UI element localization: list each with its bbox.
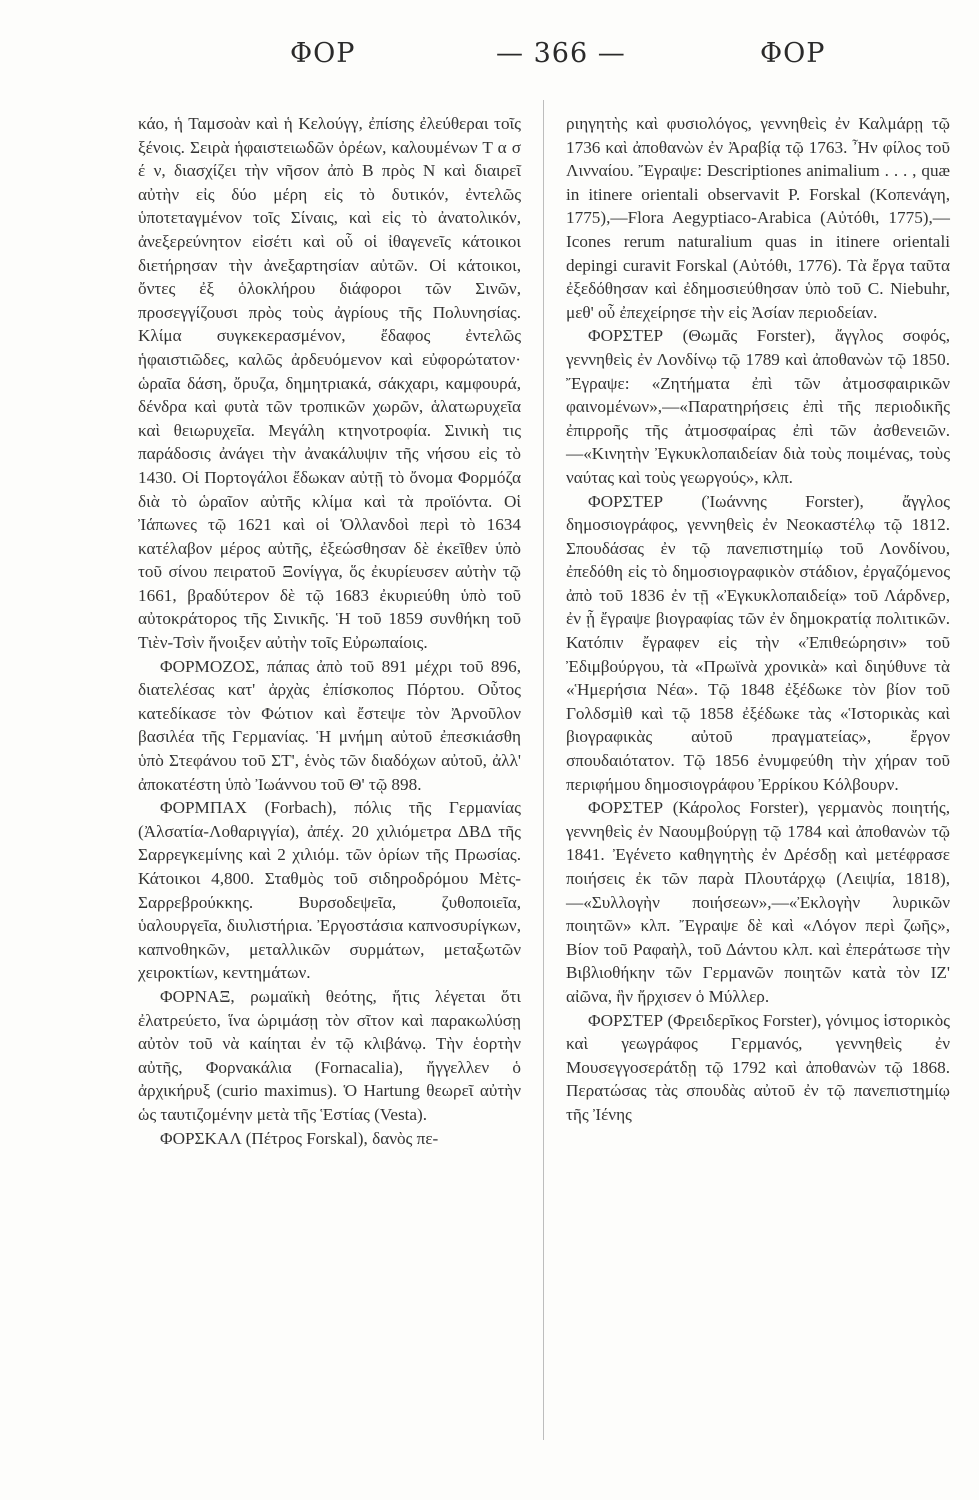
entry-forster-john: ΦΟΡΣΤΕΡ (Ἰωάννης Forster), ἄγγλος δημοσιογράφος, γεννηθεὶς ἐν Νεοκαστέλῳ τῷ 1812. Σπουδάσας ἐν τῷ πανεπιστημίῳ τοῦ Λονδίνου, ἐπεδόθη εἰς τὸ δημοσιογραφικὸν στάδιον, ἐργαζόμενος ἀπὸ τοῦ 1836 ἐν τῇ «Ἐγκυκλοπαιδείᾳ» τοῦ Λάρδνερ, ἐν ᾗ ἔγραψε βιογραφίας τῶν ἐν δημοκρατίᾳ πολιτικῶν. Κατόπιν ἔγραφεν εἰς τὴν «Ἐπιθεώρησιν» τοῦ Ἐδιμβούργου, τὰ «Πρωϊνὰ χρονικὰ» καὶ διηύθυνε τὰ «Ἡμερήσια Νέα». Τῷ 1848 ἐξέδωκε τὸν βίον τοῦ Γολδσμὶθ καὶ τῷ 1858 ἐξέδωκε τὰς «Ἱστορικὰς καὶ βιογραφικὰς αὐτοῦ πραγματείας», ἔργον σπουδαιότατον. Τῷ 1856 ἐνυμφεύθη τὴν χήραν τοῦ περιφήμου δημοσιογράφου Ἐρρίκου Κόλβουρν. bbox=[566, 491, 950, 794]
entry-formosus: ΦΟΡΜΟΖΟΣ, πάπας ἀπὸ τοῦ 891 μέχρι τοῦ 896, διατελέσας κατ' ἀρχὰς ἐπίσκοπος Πόρτου. Οὗτος κατεδίκασε τὸν Φώτιον καὶ ἔστεψε τὸν Ἀρνοῦλον βασιλέα τῆς Γερμανίας. Ἡ μνήμη αὐτοῦ ἐπεσκιάσθη ὑπὸ Στεφάνου τοῦ ΣΤ', ἑνὸς τῶν διαδόχων αὐτοῦ, ἀλλ' ἀποκατέστη ὑπὸ Ἰωάννου τοῦ Θ' τῷ 898. bbox=[138, 656, 521, 794]
header-right-guide-word: ΦΟΡ bbox=[760, 38, 826, 69]
header-left-guide-word: ΦΟΡ bbox=[290, 38, 356, 69]
page-number: — 366 — bbox=[496, 38, 626, 69]
entry-forskal-continuation: ριηγητὴς καὶ φυσιολόγος, γεννηθεὶς ἐν Καλμάρῃ τῷ 1736 καὶ ἀποθανὼν ἐν Ἀραβίᾳ τῷ 1763. Ἦν φίλος τοῦ Λινναίου. Ἔγραψε: Descriptiones animalium . . . , quæ in itinere orientali observavit P. Forskal (Κοπενάγη, 1775),—Flora Aegyptiaco-Arabica (Αὐτόθι, 1775),—Icones rerum naturalium quas in itinere orientali depingi curavit Forskal (Αὐτόθι, 1776). Τὰ ἔργα ταῦτα ἐξεδόθησαν καὶ ἐδημοσιεύθησαν ὑπὸ τοῦ C. Niebuhr, μεθ' οὗ ἐπεχείρησε τὴν εἰς Ἀσίαν περιοδείαν. bbox=[566, 114, 950, 322]
entry-forster-friedrich: ΦΟΡΣΤΕΡ (Φρειδερῖκος Forster), γόνιμος ἱστορικὸς καὶ γεωγράφος Γερμανός, γεννηθεὶς ἐν Μουσεγγοσεράτδῃ τῷ 1792 καὶ ἀποθανὼν τῷ 1868. Περατώσας τὰς σπουδὰς αὐτοῦ ἐν τῷ πανεπιστημίῳ τῆς Ἰένης bbox=[566, 1010, 950, 1124]
column-divider bbox=[543, 100, 544, 1440]
running-header bbox=[0, 38, 979, 78]
entry-formosa-continuation: κάο, ἡ Ταμσοὰν καὶ ἡ Κελούγγ, ἐπίσης ἐλεύθεραι τοῖς ξένοις. Σειρὰ ἡφαιστειωδῶν ὀρέων, καλουμένων Τ α σ έ ν, διασχίζει τὴν νῆσον ἀπὸ Β πρὸς Ν καὶ διαιρεῖ αὐτὴν εἰς δύο μέρη εἰς τὸ δυτικόν, ἐντελῶς ὑποτεταγμένον τοῖς Σίναις, καὶ εἰς τὸ ἀνατολικόν, ἀνεξερεύνητον εἰσέτι καὶ οὗ οἱ ἰθαγενεῖς κάτοικοι διετήρησαν τὴν ἀνεξαρτησίαν αὐτῶν. Οἱ κάτοικοι, ὄντες ἐξ ὁλοκλήρου διάφοροι τῶν Σινῶν, προσεγγίζουσι πρὸς τοὺς ἀγρίους τῆς Πολυνησίας. Κλίμα συγκεκερασμένον, ἔδαφος ἐντελῶς ἡφαιστιῶδες, καλῶς ἀρδευόμενον καὶ εὐφορώτατον· ὡραῖα δάση, ὄρυζα, δημητριακά, σάκχαρι, καμφουρά, δένδρα καὶ φυτὰ τῶν τροπικῶν χωρῶν, ἁλατωρυχεῖα καὶ θειωρυχεῖα. Μεγάλη κτηνοτροφία. Σινικὴ τις παράδοσις ἀνάγει τὴν ἀνακάλυψιν τῆς νήσου εἰς τὸ 1430. Οἱ Πορτογάλοι ἔδωκαν αὐτῇ τὸ ὄνομα Φορμόζα διὰ τὸ ὡραῖον αὐτῆς κλίμα καὶ τὰ προϊόντα. Οἱ Ἰάπωνες τῷ 1621 καὶ οἱ Ὁλλανδοὶ περὶ τὸ 1634 κατέλαβον μέρος αὐτῆς, ἐξεώσθησαν δὲ ἐκεῖθεν ὑπὸ τοῦ σίνου πειρατοῦ Ξονίγγα, ὅς ἐκυρίευσεν αὐτὴν τῷ 1661, βραδύτερον δὲ τῷ 1683 ἐκυριεύθη ὑπὸ τοῦ αὐτοκράτορος τῆς Σινικῆς. Ἡ τοῦ 1859 συνθήκη τοῦ Τιὲν-Τσὶν ἤνοιξεν αὐτὴν τοῖς Εὐρωπαίοις. bbox=[138, 114, 521, 653]
entry-forster-thomas: ΦΟΡΣΤΕΡ (Θωμᾶς Forster), ἄγγλος σοφός, γεννηθεὶς ἐν Λονδίνῳ τῷ 1789 καὶ ἀποθανὼν τῷ 1850. Ἔγραψε: «Ζητήματα ἐπὶ τῶν ἀτμοσφαιρικῶν φαινομένων»,—«Παρατηρήσεις ἐπὶ τῆς περιοδικῆς ἐπιρροῆς τῆς ἀτμοσφαίρας ἐπὶ τῶν ἀσθενειῶν.—«Κινητὴν Ἐγκυκλοπαιδείαν διὰ τοὺς ποιμένας, τοὺς ναύτας καὶ τοὺς γεωργούς», κλπ. bbox=[566, 326, 950, 487]
left-column bbox=[138, 112, 521, 1150]
entry-forskal-start: ΦΟΡΣΚΑΛ (Πέτρος Forskal), δανὸς πε- bbox=[160, 1128, 439, 1148]
right-column bbox=[566, 112, 950, 1127]
entry-forster-karl: ΦΟΡΣΤΕΡ (Κάρολος Forster), γερμανὸς ποιητής, γεννηθεὶς ἐν Ναουμβούργῃ τῷ 1784 καὶ ἀποθανὼν τῷ 1841. Ἐγένετο καθηγητὴς ἐν Δρέσδῃ καὶ μετέφρασε ποιήσεις ἐκ τῶν παρὰ Πλουτάρχῳ (Λειψία, 1818),—«Συλλογὴν ποιήσεων»,—«Ἐκλογὴν λυρικῶν ποιητῶν» κλπ. Ἔγραψε δὲ καὶ «Λόγον περὶ ζωῆς», Βίον τοῦ Ραφαὴλ, τοῦ Δάντου κλπ. καὶ ἐπεράτωσε τὴν Βιβλιοθήκην τῶν Γερμανῶν ποιητῶν κατὰ τὸν ΙΖ' αἰῶνα, ἣν ἤρχισεν ὁ Μύλλερ. bbox=[566, 798, 950, 1006]
entry-fornax: ΦΟΡΝΑΞ, ρωμαϊκὴ θεότης, ἥτις λέγεται ὅτι ἐλατρεύετο, ἵνα ὡριμάσῃ τὸν σῖτον καὶ παρακωλύσῃ αὐτὸν τοῦ νὰ καίηται ἐν τῷ κλιβάνῳ. Τὴν ἑορτὴν αὐτῆς, Φορνακάλια (Fornacalia), ἤγγελλεν ὁ ἀρχικήρυξ (curio maximus). Ὁ Hartung θεωρεῖ αὐτὴν ὡς ταυτιζομένην μετὰ τῆς Ἑστίας (Vesta). bbox=[138, 986, 521, 1124]
entry-forbach: ΦΟΡΜΠΑΧ (Forbach), πόλις τῆς Γερμανίας (Ἀλσατία-Λοθαριγγία), ἀπέχ. 20 χιλιόμετρα ΔΒΔ τῆς Σαρρεγκεμίνης καὶ 2 χιλιόμ. τῶν ὁρίων τῆς Πρωσίας. Κάτοικοι 4,800. Σταθμὸς τοῦ σιδηροδρόμου Μὲτς-Σαρρεβρούκκης. Βυρσοδεψεῖα, ζυθοποιεῖα, ὑαλουργεῖα, διυλιστήρια. Ἐργοστάσια καπνοσυρίγκων, καπνοθηκῶν, μεταλλικῶν συρμάτων, μεταξωτῶν χειροκτίων, κεντημάτων. bbox=[138, 798, 521, 983]
